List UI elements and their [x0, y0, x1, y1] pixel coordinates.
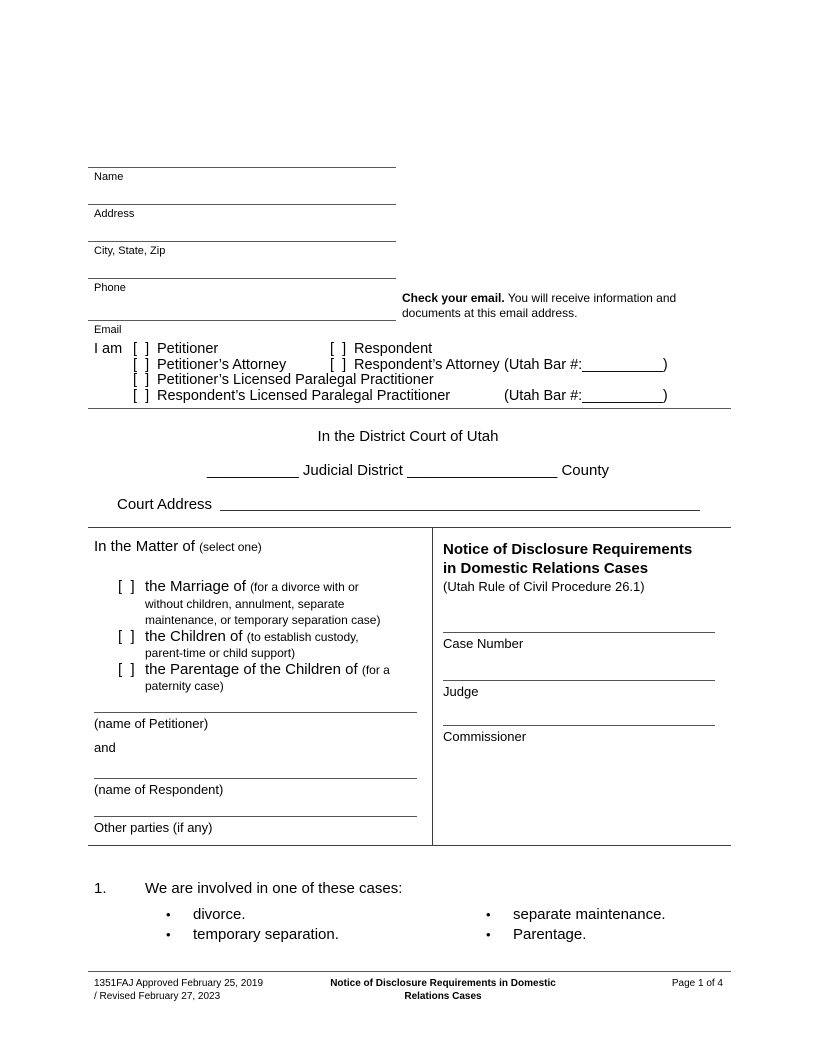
footer-form-id-line1: 1351FAJ Approved February 25, 2019 [94, 978, 264, 989]
phone-field-label: Phone [94, 282, 126, 294]
role-option-petitioner-attorney [133, 358, 286, 374]
other-parties-label: Other parties (if any) [94, 819, 213, 835]
party-role-section [94, 342, 742, 405]
select-one-note: (select one) [199, 540, 262, 554]
utah-bar-blank-attorney[interactable]: (Utah Bar #:__________) [504, 356, 668, 373]
list-item-temporary-separation [166, 925, 339, 945]
bullet-icon: • [486, 907, 491, 922]
respondent-label: Respondent [354, 341, 433, 357]
email-note [402, 291, 698, 321]
party-role-row-4 [94, 389, 742, 405]
separate-maintenance-item-text: separate maintenance. [513, 906, 666, 923]
form-title [443, 540, 717, 578]
bullet-icon: • [486, 927, 491, 942]
bullet-column-2 [486, 905, 666, 945]
and-label: and [94, 739, 116, 755]
case-number-label: Case Number [443, 636, 524, 651]
footer-form-title-line2: Relations Cases [404, 991, 482, 1002]
court-address-label: Court Address [117, 496, 213, 513]
respondent-name-label: (name of Respondent) [94, 781, 224, 797]
marriage-option-note-line2: without children, annulment, separate [145, 596, 345, 611]
respondent-checkbox[interactable]: [ ] [330, 341, 347, 357]
list-item-parentage [486, 925, 666, 945]
judicial-district-blank[interactable]: ___________ [206, 462, 299, 479]
marriage-option-label: the Marriage of [145, 578, 246, 595]
children-checkbox[interactable]: [ ] [118, 627, 135, 645]
list-item-separate-maintenance [486, 905, 666, 925]
respondent-lpp-label: Respondent’s Licensed Paralegal Practitioner [157, 388, 451, 405]
parentage-option-note: (for a [361, 662, 390, 677]
case-caption-table [88, 527, 731, 846]
respondent-attorney-label: Respondent’s Attorney [354, 356, 500, 373]
county-blank[interactable]: __________________ [407, 462, 558, 479]
bullet-icon: • [166, 907, 171, 922]
respondent-lpp-checkbox[interactable]: [ ] [133, 388, 150, 405]
party-role-row-2 [94, 358, 742, 374]
city-state-zip-field[interactable] [88, 241, 396, 258]
case-type-option-children [94, 629, 420, 662]
in-the-matter-label: In the Matter of [94, 538, 195, 555]
section-1 [94, 879, 742, 949]
party-role-row-3 [94, 373, 742, 389]
role-option-petitioner-lpp [133, 373, 434, 389]
case-type-bullets [94, 905, 742, 949]
parentage-item-text: Parentage. [513, 926, 587, 943]
children-option-note: (to establish custody, [246, 629, 359, 644]
marriage-checkbox[interactable]: [ ] [118, 578, 135, 595]
form-subtitle: (Utah Rule of Civil Procedure 26.1) [443, 579, 645, 594]
form-title-line1: Notice of Disclosure Requirements [443, 541, 693, 558]
children-option-note-line2: parent-time or child support) [145, 646, 296, 660]
case-type-options [94, 579, 420, 695]
caption-left-cell [88, 528, 433, 845]
marriage-option-note: (for a divorce with or [250, 580, 359, 594]
name-field-label: Name [94, 171, 124, 183]
address-field-label: Address [94, 208, 135, 220]
marriage-option-note-line3: maintenance, or temporary separation case) [145, 613, 381, 627]
judge-label: Judge [443, 684, 479, 699]
footer-form-title [248, 977, 638, 1003]
footer-page-number: Page 1 of 4 [671, 978, 723, 989]
petitioner-attorney-checkbox[interactable]: [ ] [133, 356, 150, 373]
case-type-option-marriage [94, 579, 420, 629]
name-field[interactable] [88, 167, 396, 184]
section-divider-line [88, 408, 731, 409]
caption-right-cell [433, 528, 731, 845]
petitioner-checkbox[interactable]: [ ] [133, 341, 150, 357]
section-1-text: We are involved in one of these cases: [145, 880, 403, 897]
email-note-text: You will receive information and documents at this email address. [402, 291, 677, 320]
form-title-line2: in Domestic Relations Cases [443, 560, 649, 577]
case-type-option-parentage [94, 662, 420, 695]
parentage-option-note-line2: paternity case) [145, 679, 224, 693]
court-address-row [117, 496, 700, 513]
i-am-label: I am [94, 341, 123, 357]
party-role-row-1 [94, 342, 742, 358]
section-1-number: 1. [94, 880, 107, 897]
phone-field[interactable] [88, 278, 396, 295]
judicial-district-label: Judicial District [302, 462, 403, 479]
court-address-input-line[interactable] [220, 497, 700, 511]
footer-form-id-line2: / Revised February 27, 2023 [94, 991, 221, 1002]
parentage-checkbox[interactable]: [ ] [118, 660, 135, 678]
address-field[interactable] [88, 204, 396, 221]
respondent-attorney-checkbox[interactable]: [ ] [330, 356, 347, 373]
email-field[interactable] [88, 320, 396, 337]
page-footer [88, 971, 731, 1027]
list-item-divorce [166, 905, 339, 925]
district-line [0, 462, 816, 479]
section-1-heading [94, 879, 742, 898]
divorce-item-text: divorce. [193, 906, 246, 923]
role-option-respondent-lpp [133, 389, 450, 405]
petitioner-attorney-label: Petitioner’s Attorney [157, 356, 287, 373]
role-option-respondent [330, 342, 432, 358]
city-state-zip-field-label: City, State, Zip [94, 245, 166, 257]
email-note-emphasis: Check your email. [402, 291, 505, 305]
bullet-icon: • [166, 927, 171, 942]
role-option-petitioner [133, 342, 218, 358]
parentage-option-label: the Parentage of the Children of [145, 660, 358, 678]
utah-bar-blank-lpp[interactable]: (Utah Bar #:__________) [504, 388, 668, 405]
children-option-label: the Children of [145, 627, 243, 645]
petitioner-label: Petitioner [157, 341, 219, 357]
commissioner-label: Commissioner [443, 729, 527, 744]
commissioner-group [443, 725, 717, 745]
bullet-column-1 [166, 905, 339, 945]
temporary-separation-item-text: temporary separation. [193, 926, 339, 943]
county-label: County [561, 462, 609, 479]
role-option-respondent-attorney [330, 358, 500, 374]
judge-group [443, 680, 717, 700]
case-number-group [443, 632, 717, 652]
petitioner-lpp-checkbox[interactable]: [ ] [133, 372, 150, 389]
footer-form-title-line1: Notice of Disclosure Requirements in Domestic [330, 978, 556, 989]
in-the-matter-heading [94, 538, 420, 555]
petitioner-lpp-label: Petitioner’s Licensed Paralegal Practitioner [157, 372, 434, 389]
email-field-label: Email [94, 324, 122, 336]
petitioner-name-label: (name of Petitioner) [94, 715, 209, 731]
court-heading: In the District Court of Utah [317, 428, 499, 445]
